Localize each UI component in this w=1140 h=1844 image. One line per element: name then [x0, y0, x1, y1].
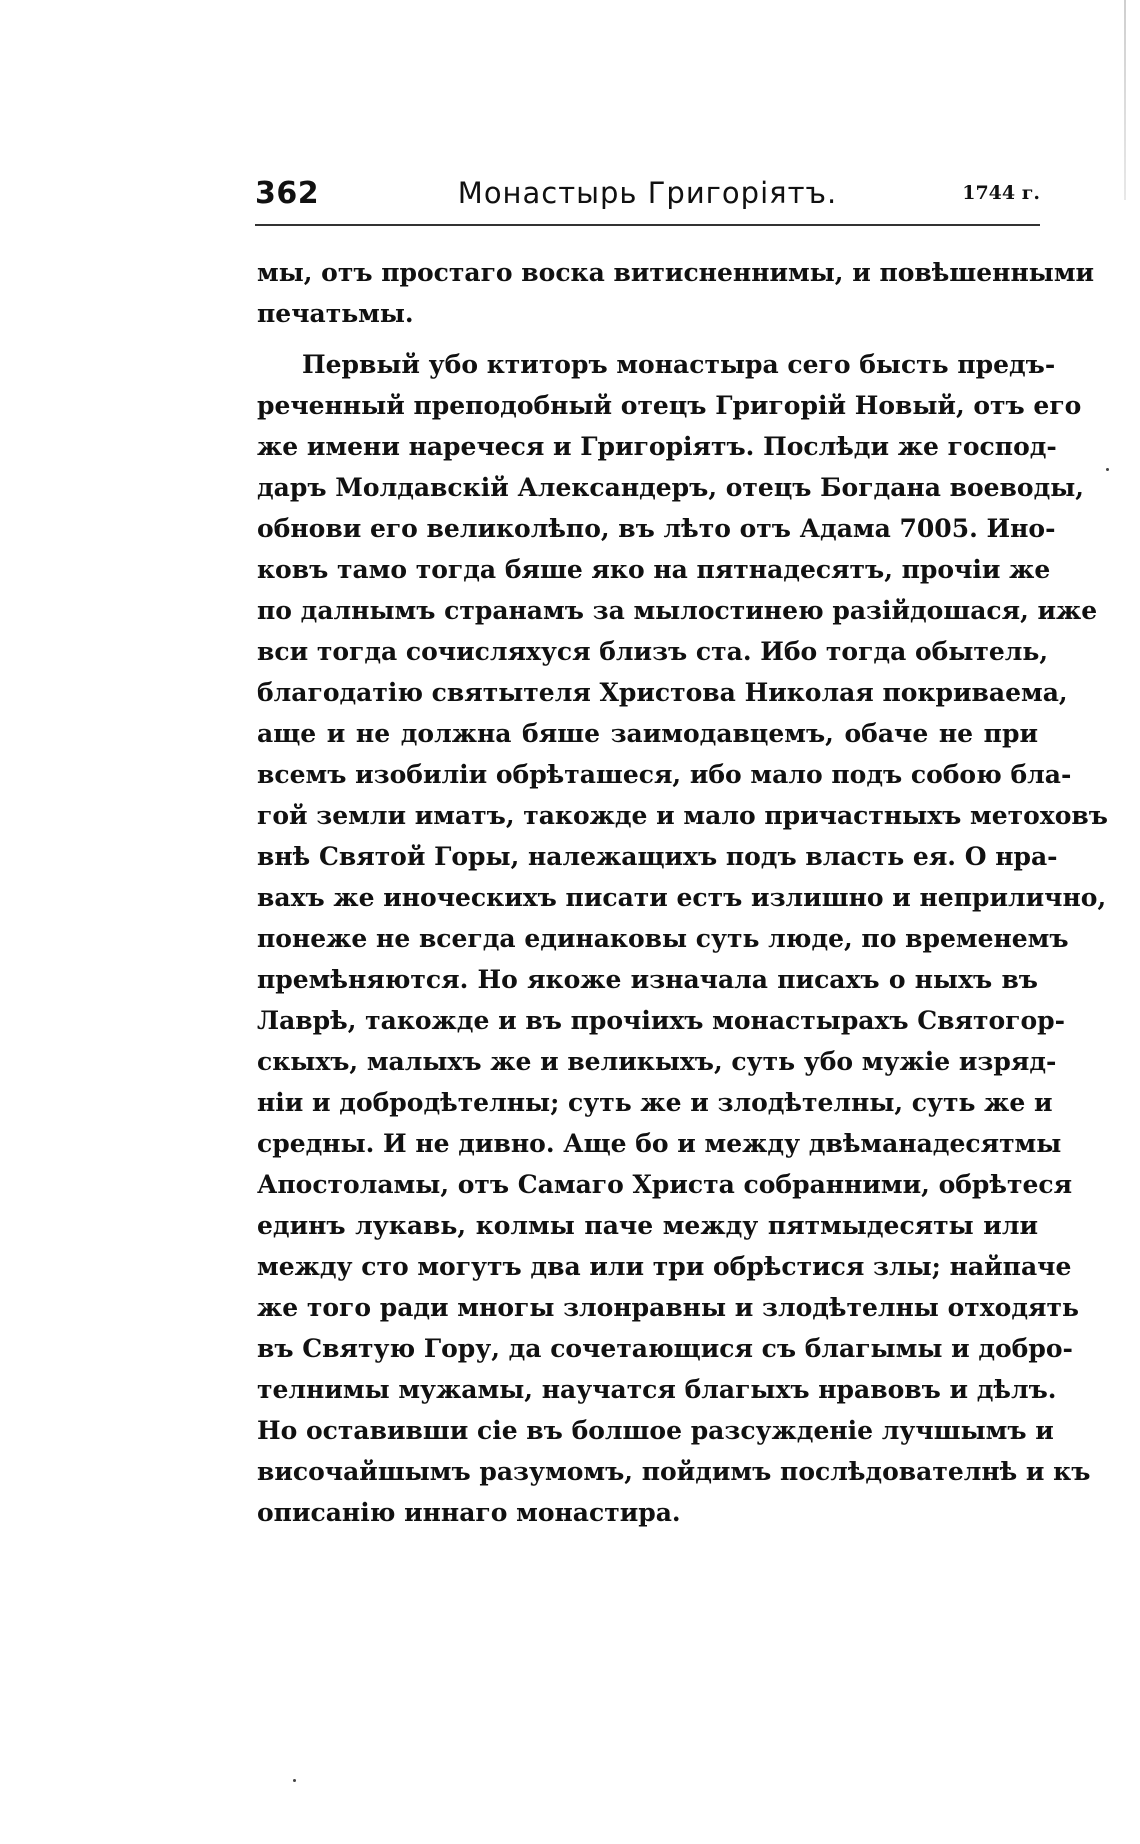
text-line: средны. И не дивно. Аще бо и между двѣманадесятмы	[257, 1129, 1062, 1158]
text-line: премѣняются. Но якоже изначала писахъ о ныхъ въ	[257, 965, 1038, 994]
text-line: въ Святую Гору, да сочетающися съ благымы и добро-	[257, 1334, 1073, 1363]
text-line: аще и не должна бяше заимодавцемъ, обаче не при	[257, 719, 1038, 748]
text-line: височайшымъ разумомъ, пойдимъ послѣдователнѣ и къ	[257, 1457, 1091, 1486]
text-line: обнови его великолѣпо, въ лѣто отъ Адама 7005. Ино-	[257, 514, 1056, 543]
header-rule	[255, 224, 1040, 226]
text-line: благодатію святытеля Христова Николая покриваема,	[257, 678, 1068, 707]
text-line: между сто могутъ два или три обрѣстися злы; найпаче	[257, 1252, 1072, 1281]
text-line: же того ради многы злонравны и злодѣтелны отходять	[257, 1293, 1079, 1322]
text-line: гой земли иматъ, такожде и мало причастныхъ метоховъ	[257, 801, 1108, 830]
text-line: описанію иннаго монастира.	[257, 1498, 681, 1527]
text-line: телнимы мужамы, научатся благыхъ нравовъ и дѣлъ.	[257, 1375, 1057, 1404]
text-line: понеже не всегда единаковы суть люде, по временемъ	[257, 924, 1069, 953]
text-line: вси тогда сочисляхуся близъ ста. Ибо тогда обытель,	[257, 637, 1049, 666]
text-line: печатьмы.	[257, 299, 414, 328]
text-line: по далнымъ странамъ за мылостинею разійдошася, иже	[257, 596, 1098, 625]
text-line: скыхъ, малыхъ же и великыхъ, суть убо мужіе изряд-	[257, 1047, 1057, 1076]
body-text	[257, 252, 1108, 1533]
text-line: внѣ Святой Горы, належащихъ подъ власть ея. О нра-	[257, 842, 1058, 871]
text-line: даръ Молдавскій Александеръ, отецъ Богдана воеводы,	[257, 473, 1085, 502]
text-line: реченный преподобный отецъ Григорій Новый, отъ его	[257, 391, 1082, 420]
text-line: Первый убо ктиторъ монастыра сего бысть предъ-	[302, 350, 1056, 379]
text-line: Но оставивши сіе въ болшое разсужденіе лучшымъ и	[257, 1416, 1054, 1445]
text-line: ніи и добродѣтелны; суть же и злодѣтелны, суть же и	[257, 1088, 1053, 1117]
text-line: вахъ же иноческихъ писати естъ излишно и неприлично,	[257, 883, 1107, 912]
text-line: Лаврѣ, такожде и въ прочіихъ монастырахъ Святогор-	[257, 1006, 1066, 1035]
text-line: ковъ тамо тогда бяше яко на пятнадесятъ, прочіи же	[257, 555, 1051, 584]
running-header	[255, 176, 1040, 228]
paragraph-gap	[257, 334, 1038, 344]
page-number: 362	[255, 176, 320, 211]
text-line: всемъ изобиліи обрѣташеся, ибо мало подъ собою бла-	[257, 760, 1072, 789]
year-marker: 1744 г.	[962, 182, 1040, 204]
page-edge-shadow	[1124, 0, 1126, 200]
text-line: мы, отъ простаго воска витисненнимы, и повѣшенными	[257, 258, 1095, 287]
text-line: единъ лукавь, колмы паче между пятмыдесяты или	[257, 1211, 1038, 1240]
text-line: Апостоламы, отъ Самаго Христа собранними, обрѣтеся	[257, 1170, 1073, 1199]
text-line: же имени наречеся и Григоріятъ. Послѣди же господ-	[257, 432, 1057, 461]
running-title: Монастырь Григоріятъ.	[457, 176, 838, 210]
ink-speck	[293, 1779, 296, 1782]
ink-speck	[1106, 468, 1109, 471]
